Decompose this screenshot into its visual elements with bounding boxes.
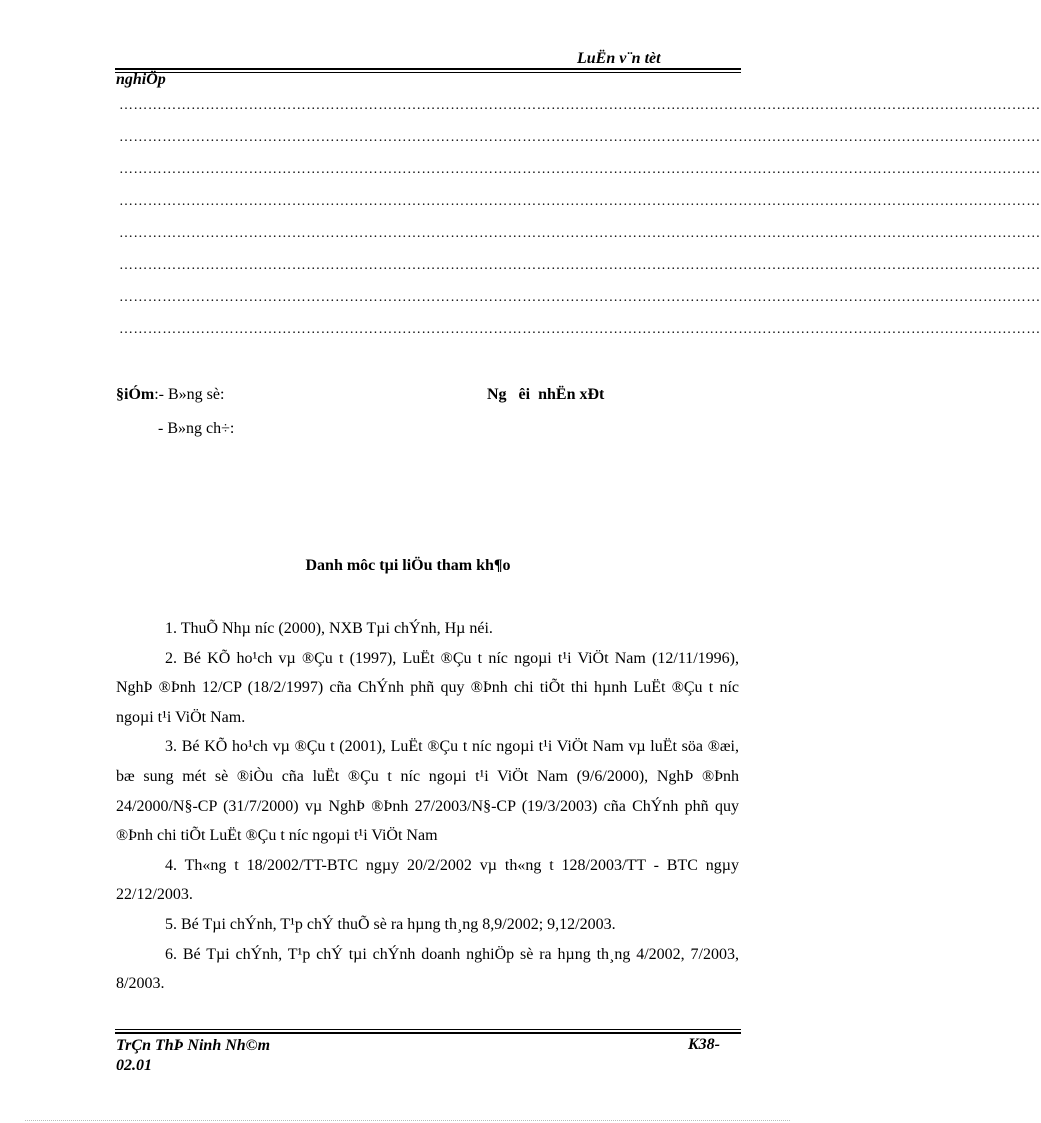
grade-label-bold: §iÓm — [116, 386, 155, 403]
comment-line: ………………………………………………………………………………………………………………………………………………………………………… — [119, 194, 1041, 209]
footer-rule-thin — [115, 1029, 741, 1030]
reference-item: 6. Bé Tµi chÝnh, T¹p chÝ tµi chÝnh doanh nghiÖp sè ra hµng th¸ng 4/2002, 7/2003, 8/2003. — [116, 945, 739, 993]
footer-author-name: TrÇn ThÞ Ninh Nh©m — [116, 1037, 271, 1054]
reference-item: 3. Bé KÕ ho¹ch vµ ®Çu t (2001), LuËt ®Çu t níc ngoµi t¹i ViÖt Nam vµ luËt söa ®æi, bæ sung mét sè ®iÒu cña luËt ®Çu t níc ngoµi t¹i ViÖt Nam (9/6/2000), NghÞ ®Þnh 24/2000/N§-CP (31/7/2000) vµ NghÞ ®Þnh 27/2003/N§-CP (19/3/2003) cña ChÝnh phñ quy ®Þnh chi tiÕt LuËt ®Çu t níc ngoµi t¹i ViÖt Nam — [116, 738, 739, 845]
references-title: Danh môc tµi liÖu tham kh¶o — [305, 557, 511, 574]
references-list — [116, 614, 739, 999]
comment-line: ………………………………………………………………………………………………………………………………………………………………………… — [119, 290, 1041, 305]
header-title-wrap: nghiÖp — [116, 71, 166, 88]
comment-line: ………………………………………………………………………………………………………………………………………………………………………… — [119, 322, 1041, 337]
reference-item: 5. Bé Tµi chÝnh, T¹p chÝ thuÕ sè ra hµng th¸ng 8,9/2002; 9,12/2003. — [165, 915, 616, 933]
page-bottom-divider — [25, 1120, 790, 1122]
header-rule-thin — [115, 72, 741, 73]
grade-label — [116, 386, 224, 404]
grade-words: - B»ng ch÷: — [158, 420, 235, 437]
reviewer-label: Ng êi nhËn xÐt — [487, 386, 605, 403]
comment-line: ………………………………………………………………………………………………………………………………………………………………………… — [119, 98, 1041, 113]
footer-rule-thick — [115, 1032, 741, 1034]
comment-line: ………………………………………………………………………………………………………………………………………………………………………… — [119, 258, 1041, 273]
footer-class-code: K38- — [688, 1036, 720, 1053]
footer-author-wrap: 02.01 — [116, 1057, 152, 1074]
reference-item: 1. ThuÕ Nhµ níc (2000), NXB Tµi chÝnh, Hµ néi. — [165, 620, 493, 637]
header-rule-thick — [115, 68, 741, 70]
comment-line: ………………………………………………………………………………………………………………………………………………………………………… — [119, 226, 1041, 241]
footer-author — [116, 1036, 270, 1076]
reference-item: 2. Bé KÕ ho¹ch vµ ®Çu t (1997), LuËt ®Çu t níc ngoµi t¹i ViÖt Nam (12/11/1996), NghÞ ®Þnh 12/CP (18/2/1997) cña ChÝnh phñ quy ®Þnh chi tiÕt thi hµnh LuËt ®Çu t níc ngoµi t¹i ViÖt Nam. — [116, 649, 739, 726]
reference-item: 4. Th«ng t 18/2002/TT-BTC ngµy 20/2/2002 vµ th«ng t 128/2003/TT - BTC ngµy 22/12/2003. — [116, 856, 739, 904]
comment-line: ………………………………………………………………………………………………………………………………………………………………………… — [119, 130, 1041, 145]
grade-numeric: :- B»ng sè: — [154, 386, 225, 403]
header-title: LuËn v¨n tèt — [577, 50, 661, 67]
comment-line: ………………………………………………………………………………………………………………………………………………………………………… — [119, 162, 1041, 177]
